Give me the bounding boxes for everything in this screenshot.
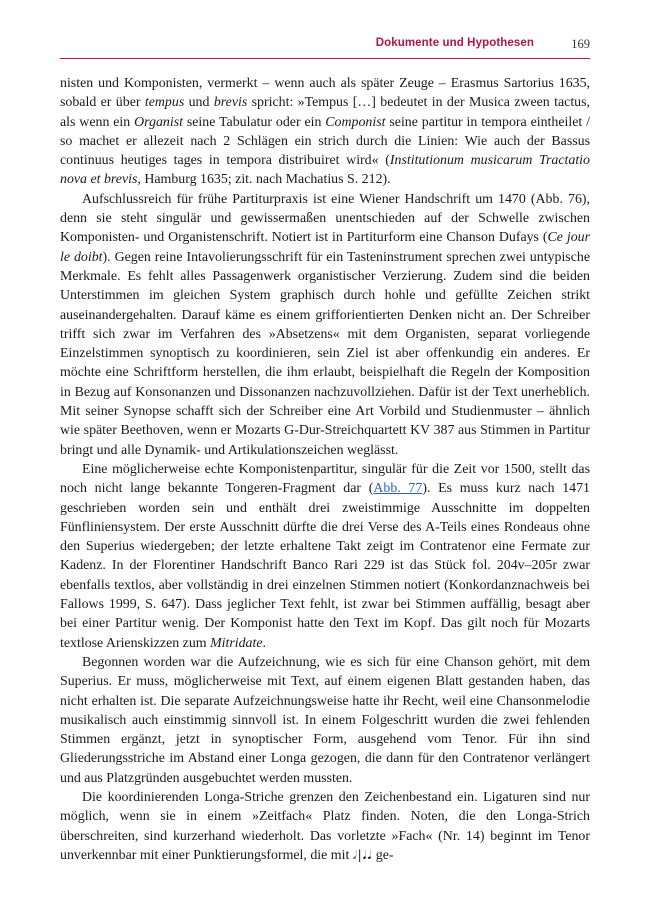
paragraph-5: Die koordinierenden Longa-Striche grenzen den Zeichenbestand ein. Ligaturen sind nur möglich, wenn sie in einem »Zeitfach« Platz finden. Noten, die den Longa-Strich überschreiten, sind kurzerhand wiederholt. Das vorletzte »Fach« (Nr. 14) beginnt im Tenor unverkennbar mit einer Punktierungsformel, die mit 𝅗𝅥|𝅘𝅥𝅘𝅥 ge-	[60, 789, 590, 863]
paragraph-2: Aufschlussreich für frühe Partiturpraxis ist eine Wiener Handschrift um 1470 (Abb. 76), denn sie steht singulär und gewissermaßen unentschieden auf der Schwelle zwischen Komponisten- und Organistenschrift. Notiert ist in Partiturform eine Chanson Dufays (Ce jour le doibt). Gegen reine Intavolierungsschrift für ein Tasteninstrument sprechen zwei untypische Merkmale. Es fehlt alles Passagenwerk organistischer Verzierung. Zudem sind die beiden Unterstimmen im gleichen System graphisch durch hohle und gefüllte Zeichen strikt auseinandergehalten. Darauf käme es einem grifforientierten Denken nicht an. Der Schreiber trifft sich zwar im Verfahren des »Absetzens« mit dem Organisten, separat vorliegende Einzelstimmen synoptisch zu koordinieren, sein Ziel ist aber offenkundig ein anderes. Er möchte eine Schriftform herstellen, die ihm erlaubt, beispielhaft die Regeln der Komposition in Bezug auf Konsonanzen und Dissonanzen nachzuvollziehen. Dafür ist der Text unerheblich. Mit seiner Synopse schafft sich der Schreiber eine Art Vorbild und Studienmuster – ähnlich wie später Beethoven, wenn er Mozarts G-Dur-Streichquartett KV 387 aus Stimmen in Partitur bringt und alle Dynamik- und Artikulationszeichen weglässt.	[60, 191, 590, 458]
paragraph-3: Eine möglicherweise echte Komponistenpartitur, singulär für die Zeit vor 1500, stellt das noch nicht lange bekannte Tongeren-Fragment dar (Abb. 77). Es muss kurz nach 1471 geschrieben worden sein und enthält drei zweistimmige Ausschnitte im doppelten Fünfliniensystem. Der erste Ausschnitt dürfte die drei Verse des A-Teils eines Rondeaus ohne den Superius wiedergeben; der letzte erhaltene Takt zeigt im Contratenor eine Fermate zur Kadenz. In der Florentiner Handschrift Banco Rari 229 ist das Stück fol. 204v–205r zwar ebenfalls textlos, aber vollständig in drei einzelnen Stimmen notiert (Konkordanznachweis bei Fallows 1999, S. 647). Dass jeglicher Text fehlt, ist zwar bei Stimmen auffällig, besagt aber bei einer Partitur wenig. Der Komponist hatte den Text im Kopf. Das gilt noch für Mozarts textlose Arienskizzen zum Mitridate.	[60, 461, 590, 651]
paragraph-4: Begonnen worden war die Aufzeichnung, wie es sich für eine Chanson gehört, mit dem Superius. Er muss, möglicherweise mit Text, auf einem eigenen Blatt gestanden haben, das nicht erhalten ist. Die separate Aufzeichnungsweise hatte ihr Recht, weil eine Chansonmelodie musikalisch auch einstimmig sinnvoll ist. In einem Folgeschritt wurden die zwei fehlenden Stimmen ergänzt, jetzt in synoptischer Form, ausgehend vom Tenor. Für ihn sind Gliederungsstriche im Abstand einer Longa gezogen, die dann für den Contratenor verlängert und aus Platzgründen ausgebuchtet werden mussten.	[60, 654, 590, 786]
figure-link-abb-77[interactable]: Abb. 77	[373, 481, 423, 497]
running-header	[60, 37, 590, 55]
header-rule	[60, 58, 590, 59]
paragraph-1: nisten und Komponisten, vermerkt – wenn auch als später Zeuge – Erasmus Sartorius 1635, sobald er über tempus und brevis spricht: »Tempus […] bedeutet in der Musica zween tactus, als wenn ein Organist seine Tabulatur oder ein Componist seine partitur in tempora eintheilet / so machet er allezeit nach 2 Schlägen ein strich durch die Linien: Wie auch der Bassus continuus heutiges tages in tempora distribuiret wird« (Institutionum musicarum Tractatio nova et brevis, Hamburg 1635; zit. nach Machatius S. 212).	[60, 76, 590, 188]
body-text	[60, 74, 590, 865]
music-notes-icon: 𝅗𝅥|𝅘𝅥𝅘𝅥	[352, 847, 373, 862]
running-title: Dokumente und Hypothesen	[375, 37, 534, 49]
page-number: 169	[571, 37, 590, 51]
